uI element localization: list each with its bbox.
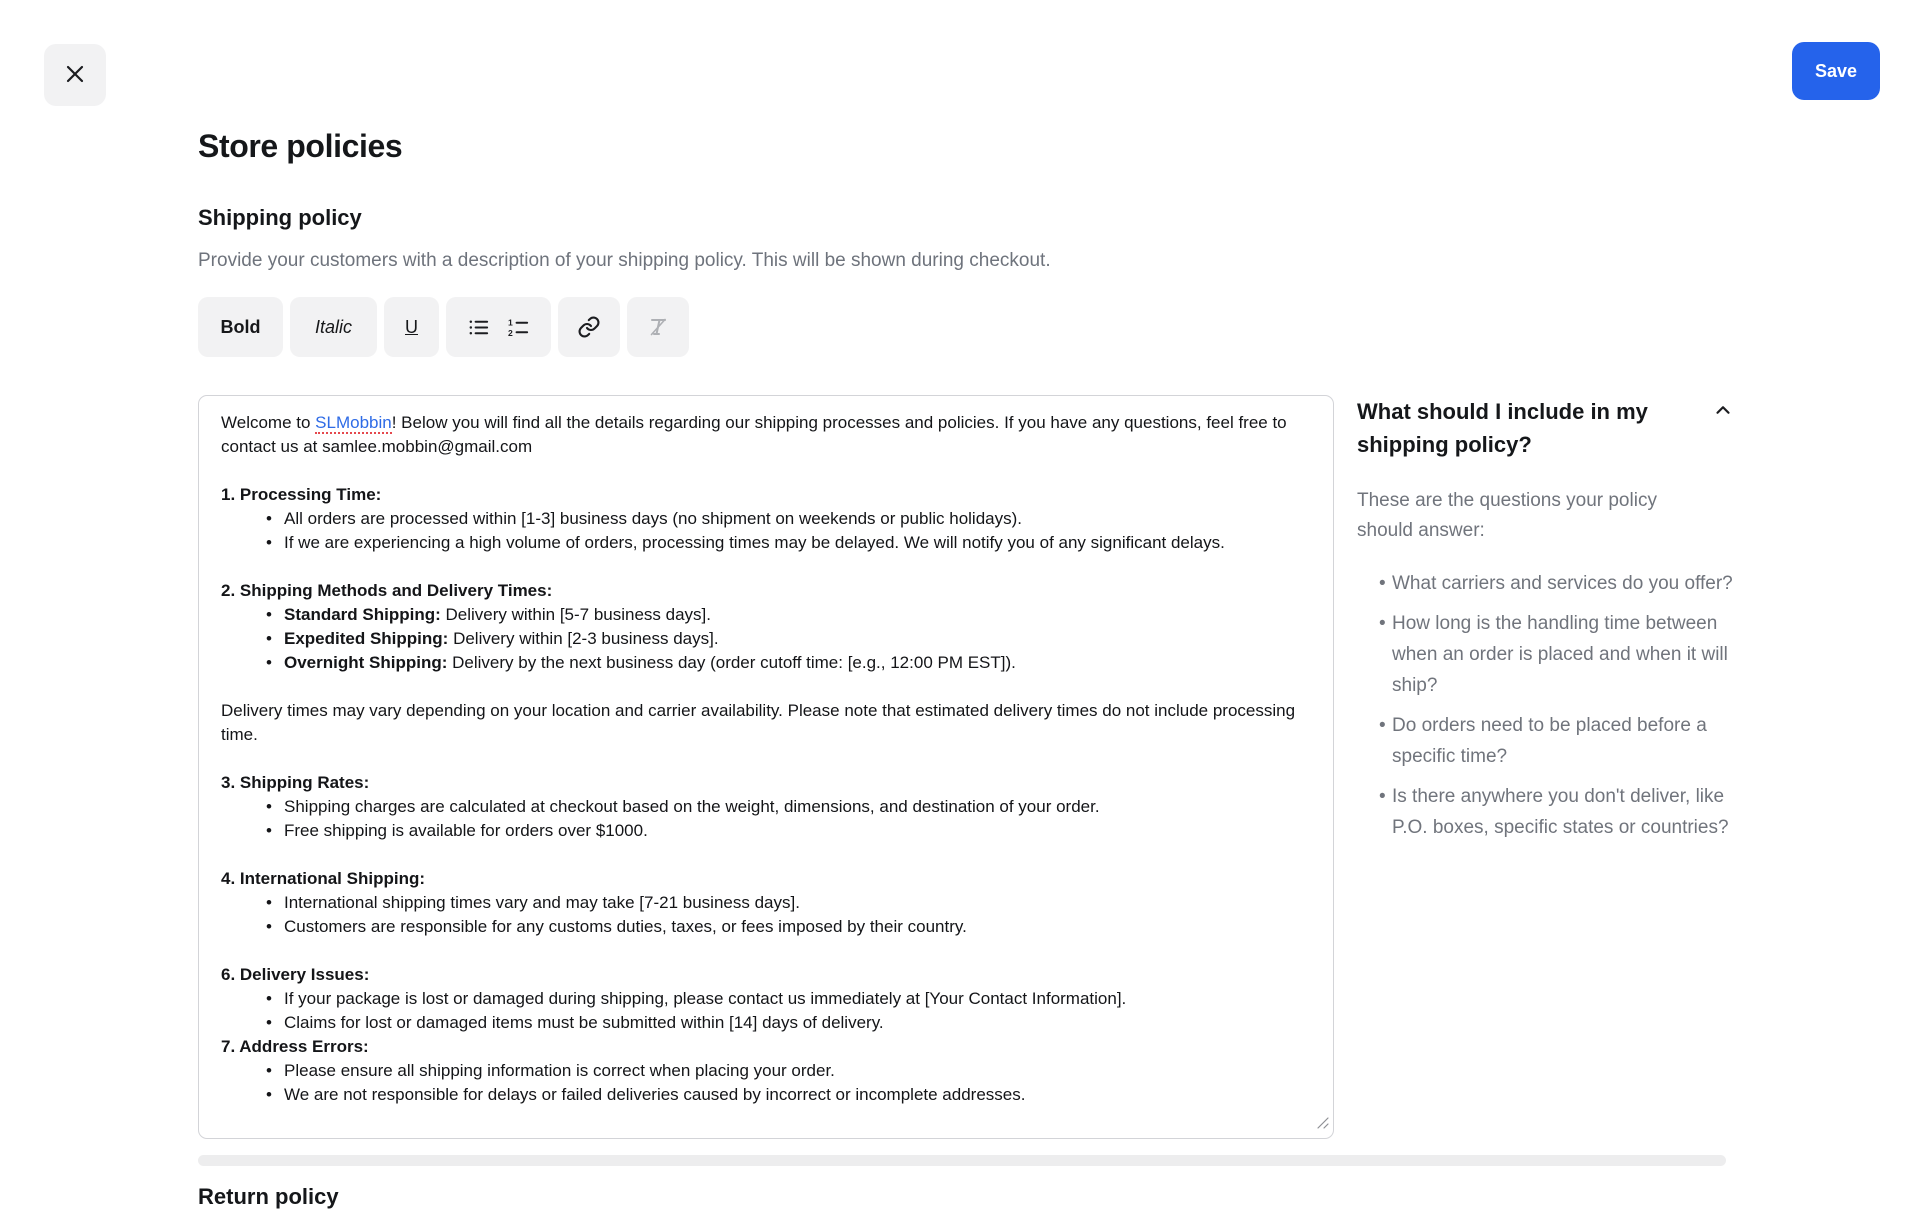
help-question-text: How long is the handling time between when an order is placed and when it will ship?	[1392, 613, 1728, 696]
editor-text-run: Overnight Shipping:	[284, 653, 448, 672]
help-question-item	[1357, 608, 1735, 701]
bullet-marker: •	[1379, 573, 1386, 594]
editor-bullet	[221, 819, 1311, 843]
editor-text-run: Free shipping is available for orders over $1000.	[284, 821, 648, 840]
shipping-policy-heading: Shipping policy	[198, 205, 362, 230]
shipping-policy-editor-frame	[198, 395, 1334, 1139]
editor-text-run: Delivery within [2-3 business days].	[448, 629, 719, 648]
bullet-marker: •	[1379, 613, 1386, 634]
resize-handle-icon[interactable]	[1315, 1115, 1330, 1135]
bullet-marker: •	[266, 653, 272, 672]
editor-bullet	[221, 1059, 1311, 1083]
editor-bullet	[221, 627, 1311, 651]
editor-text-run: 7. Address Errors:	[221, 1037, 369, 1056]
editor-para	[221, 1035, 1311, 1059]
save-button[interactable]: Save	[1792, 42, 1880, 100]
editor-blank	[221, 555, 1311, 579]
bullet-marker: •	[1379, 715, 1386, 736]
editor-para	[221, 699, 1311, 747]
link-icon	[577, 315, 601, 339]
bullet-marker: •	[266, 1085, 272, 1104]
editor-text-run: Shipping charges are calculated at checkout based on the weight, dimensions, and destination of your order.	[284, 797, 1100, 816]
help-question-item	[1357, 568, 1735, 599]
help-panel-intro: These are the questions your policy should answer:	[1357, 490, 1657, 541]
editor-text-run: We are not responsible for delays or failed deliveries caused by incorrect or incomplete addresses.	[284, 1085, 1026, 1104]
editor-bullet	[221, 651, 1311, 675]
shipping-policy-description: Provide your customers with a description of your shipping policy. This will be shown during checkout.	[198, 250, 1051, 271]
editor-text-run: 4. International Shipping:	[221, 869, 425, 888]
editor-blank	[221, 747, 1311, 771]
bullet-marker: •	[266, 1061, 272, 1080]
editor-text-run: 6. Delivery Issues:	[221, 965, 370, 984]
help-question-text: What carriers and services do you offer?	[1392, 573, 1733, 594]
editor-para	[221, 771, 1311, 795]
clear-formatting-icon	[646, 315, 670, 339]
insert-link-button[interactable]	[558, 297, 620, 357]
editor-text-run: 2. Shipping Methods and Delivery Times:	[221, 581, 553, 600]
bullet-marker: •	[1379, 786, 1386, 807]
collapse-panel-button[interactable]	[1707, 395, 1739, 427]
editor-text-run: All orders are processed within [1-3] business days (no shipment on weekends or public holidays).	[284, 509, 1022, 528]
italic-button[interactable]: Italic	[290, 297, 377, 357]
editor-para	[221, 411, 1311, 459]
editor-bullet	[221, 987, 1311, 1011]
bullet-list-icon	[467, 316, 490, 339]
editor-para	[221, 963, 1311, 987]
editor-text-run: If your package is lost or damaged during shipping, please contact us immediately at [Your Contact Information].	[284, 989, 1127, 1008]
bullet-marker: •	[266, 509, 272, 528]
svg-text:2: 2	[507, 327, 513, 338]
close-icon	[63, 62, 87, 89]
editor-text-run: ! Below you will find all the details regarding our shipping processes and policies. If you have any questions, feel free to contact us at samlee.mobbin@gmail.com	[221, 413, 1287, 456]
editor-para	[221, 579, 1311, 603]
svg-text:1: 1	[507, 317, 513, 328]
close-button[interactable]	[44, 44, 106, 106]
bullet-marker: •	[266, 1013, 272, 1032]
editor-text-run: Delivery times may vary depending on your location and carrier availability. Please note that estimated delivery times do not include processing time.	[221, 701, 1296, 744]
bullet-marker: •	[266, 629, 272, 648]
editor-bullet	[221, 891, 1311, 915]
formatting-toolbar	[198, 297, 689, 357]
section-divider	[198, 1155, 1726, 1166]
editor-blank	[221, 843, 1311, 867]
policy-editor[interactable]	[199, 396, 1333, 1138]
help-question-text: Do orders need to be placed before a specific time?	[1392, 715, 1707, 767]
editor-text-run: If we are experiencing a high volume of orders, processing times may be delayed. We will notify you of any significant delays.	[284, 533, 1225, 552]
editor-text-run: 3. Shipping Rates:	[221, 773, 370, 792]
page-title: Store policies	[198, 128, 403, 164]
editor-bullet	[221, 507, 1311, 531]
bullet-marker: •	[266, 797, 272, 816]
return-policy-heading: Return policy	[198, 1184, 339, 1209]
editor-bullet	[221, 1083, 1311, 1107]
editor-bullet	[221, 795, 1311, 819]
chevron-up-icon	[1712, 399, 1734, 424]
ordered-list-icon	[507, 316, 530, 339]
editor-blank	[221, 459, 1311, 483]
list-format-button[interactable]	[446, 297, 551, 357]
help-question-text: Is there anywhere you don't deliver, like P.O. boxes, specific states or countries?	[1392, 786, 1729, 838]
editor-text-run: Delivery within [5-7 business days].	[440, 605, 712, 624]
help-questions-list	[1357, 568, 1749, 843]
underline-button[interactable]: U	[384, 297, 439, 357]
editor-text-run: 1. Processing Time:	[221, 485, 382, 504]
help-question-item	[1357, 781, 1735, 843]
editor-blank	[221, 675, 1311, 699]
bold-button[interactable]: Bold	[198, 297, 283, 357]
editor-bullet	[221, 603, 1311, 627]
bullet-marker: •	[266, 989, 272, 1008]
bullet-marker: •	[266, 821, 272, 840]
editor-blank	[221, 939, 1311, 963]
help-panel-heading: What should I include in my shipping policy?	[1357, 399, 1648, 457]
editor-text-run: Standard Shipping:	[284, 605, 441, 624]
bullet-marker: •	[266, 533, 272, 552]
editor-text-run: Customers are responsible for any customs duties, taxes, or fees imposed by their country.	[284, 917, 967, 936]
bullet-marker: •	[266, 893, 272, 912]
editor-text-run: International shipping times vary and may take [7-21 business days].	[284, 893, 800, 912]
editor-bullet	[221, 1011, 1311, 1035]
editor-para	[221, 867, 1311, 891]
editor-text-run: Welcome to	[221, 413, 316, 432]
bullet-marker: •	[266, 917, 272, 936]
bullet-marker: •	[266, 605, 272, 624]
clear-formatting-button[interactable]	[627, 297, 689, 357]
editor-text-run: Claims for lost or damaged items must be submitted within [14] days of delivery.	[284, 1013, 884, 1032]
help-question-item	[1357, 710, 1735, 772]
editor-text-run: Delivery by the next business day (order cutoff time: [e.g., 12:00 PM EST]).	[447, 653, 1016, 672]
editor-text-run: Please ensure all shipping information is correct when placing your order.	[284, 1061, 835, 1080]
editor-bullet	[221, 531, 1311, 555]
editor-bullet	[221, 915, 1311, 939]
editor-link-text[interactable]: SLMobbin	[315, 413, 392, 432]
editor-text-run: Expedited Shipping:	[284, 629, 449, 648]
shipping-help-panel	[1357, 395, 1749, 852]
editor-para	[221, 483, 1311, 507]
